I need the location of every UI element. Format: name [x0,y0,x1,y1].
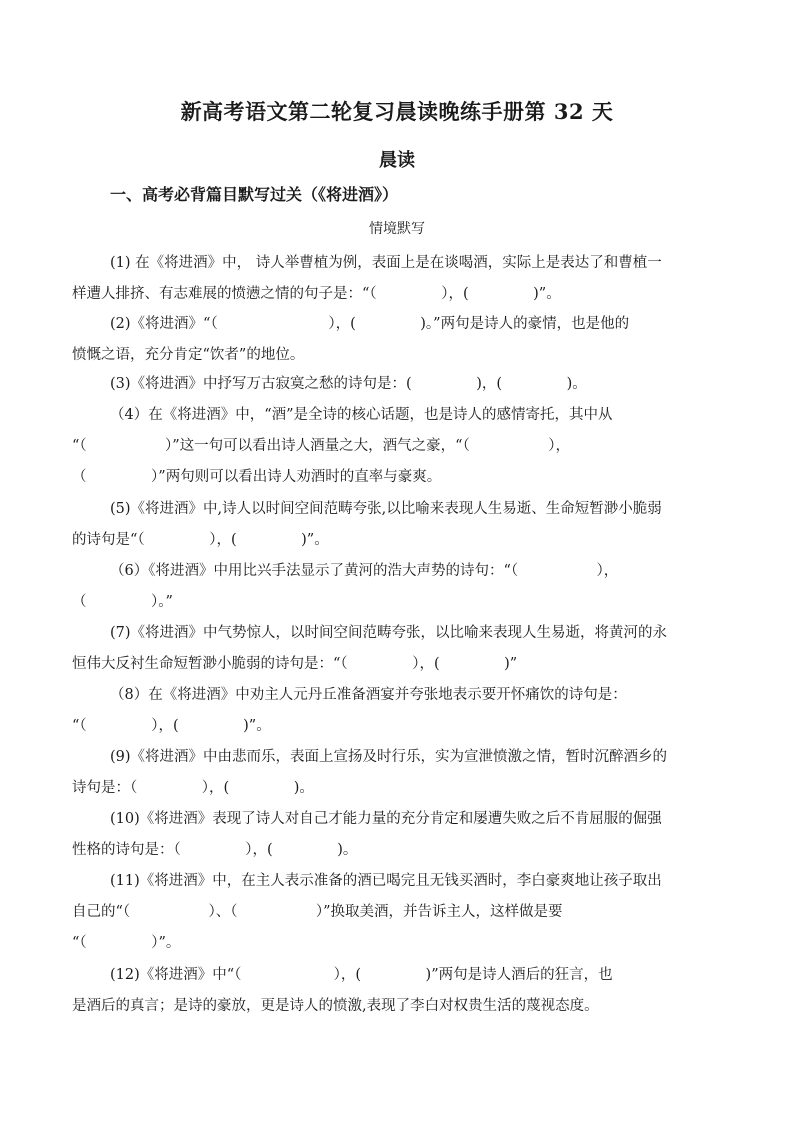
page-subtitle: 晨读 [379,150,415,171]
question-line: （ ）”两句则可以看出诗人劝酒时的直率与豪爽。 [72,469,442,485]
question-3 [72,369,722,400]
question-line: (7)《将进酒》中气势惊人，以时间空间范畴夸张，以比喻来表现人生易逝，将黄河的永 [110,625,668,641]
question-5 [72,494,722,556]
question-line: （8）在《将进酒》中劝主人元丹丘准备酒宴并夸张地表示要开怀痛饮的诗句是： [110,687,627,703]
question-line: (11)《将进酒》中，在主人表示准备的酒已喝完且无钱买酒时，李白豪爽地让孩子取出 [110,873,662,889]
question-line: (12)《将进酒》中“（ ），( )”两句是诗人酒后的狂言，也 [110,967,613,983]
question-2 [72,309,722,371]
question-11 [72,866,722,959]
question-line: 自己的“（ ）、（ ）”换取美酒，并告诉主人，这样做是要 [72,904,563,920]
question-line: (10)《将进酒》表现了诗人对自己才能力量的充分肯定和屡遭失败之后不肯屈服的倔强 [110,811,662,827]
question-7 [72,618,722,680]
question-line: “（ ），( )”。 [72,718,271,734]
question-line: 的诗句是“（ ），( )”。 [72,532,329,548]
section-label: 情境默写 [369,221,425,237]
question-line: “（ ）”。 [72,935,181,951]
question-line: （6）《将进酒》中用比兴手法显示了黄河的浩大声势的诗句：“（ ）， [110,563,619,579]
question-10 [72,804,722,866]
question-8 [72,680,722,742]
question-line: (9)《将进酒》中由悲而乐，表面上宣扬及时行乐，实为宣泄愤激之情，暂时沉醉酒乡的 [110,749,668,765]
question-line: 诗句是：（ ），( )。 [72,780,314,796]
question-line: (2)《将进酒》“（ ），( )。”两句是诗人的豪情，也是他的 [110,316,630,332]
question-4 [72,400,722,493]
question-line: （ ）。” [72,594,173,610]
question-line: (5)《将进酒》中,诗人以时间空间范畴夸张,以比喻来表现人生易逝、生命短暂渺小脆弱 [110,501,662,517]
question-6 [72,556,722,618]
question-line: (1) 在《将进酒》中， 诗人举曹植为例，表面上是在谈喝酒，实际上是表达了和曹植一 [110,255,662,271]
page-title: 新高考语文第二轮复习晨读晚练手册第 32 天 [180,99,614,124]
question-line: 是酒后的真言；是诗的豪放，更是诗人的愤激,表现了李白对权贵生活的蔑视态度。 [72,998,599,1014]
question-line: (3)《将进酒》中抒写万古寂寞之愁的诗句是：( )，( )。 [110,376,587,392]
question-line: 愤慨之语，充分肯定“饮者”的地位。 [72,347,305,363]
question-12 [72,960,722,1022]
question-line: 恒伟大反衬生命短暂渺小脆弱的诗句是：“（ ），( )” [72,656,518,672]
question-line: 性格的诗句是：（ ），( )。 [72,842,358,858]
section-heading: 一、高考必背篇目默写过关（《将进酒》） [110,185,399,204]
question-1 [72,248,722,310]
question-9 [72,742,722,804]
question-line: （4）在《将进酒》中，“酒”是全诗的核心话题，也是诗人的感情寄托，其中从 [110,407,613,423]
question-line: 样遭人排挤、有志难展的愤懑之情的句子是：“（ ），( )”。 [72,286,561,302]
question-line: “（ ）”这一句可以看出诗人酒量之大，酒气之豪，“（ ）， [72,438,570,454]
